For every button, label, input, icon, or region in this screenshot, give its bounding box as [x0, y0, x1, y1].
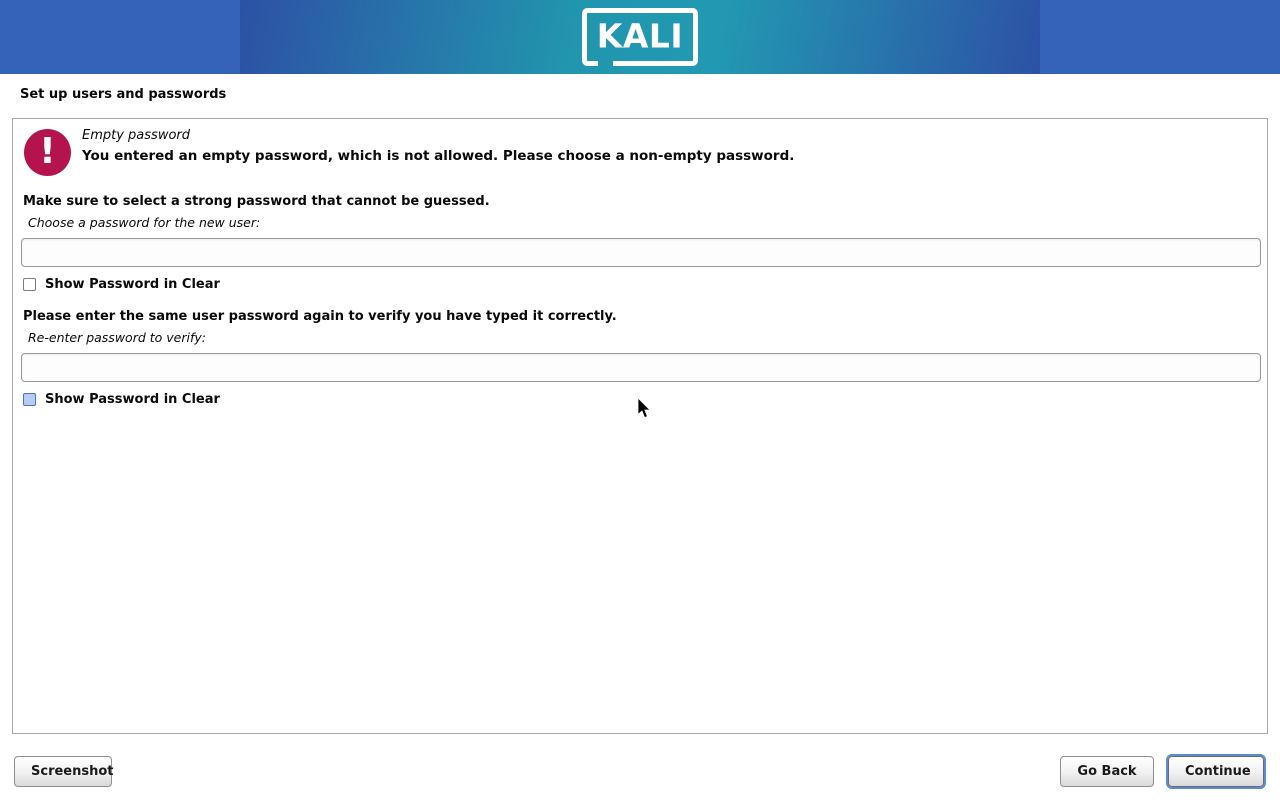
- banner-right-panel: [1040, 0, 1280, 74]
- show-password-row-2[interactable]: [23, 392, 220, 407]
- password-input[interactable]: [21, 238, 1261, 267]
- error-message: You entered an empty password, which is not allowed. Please choose a non-empty password.: [82, 148, 795, 164]
- verify-field-label: Re-enter password to verify:: [28, 330, 206, 345]
- content-box: [12, 118, 1268, 734]
- banner-gradient: [240, 0, 1040, 74]
- screenshot-button[interactable]: Screenshot: [14, 756, 112, 787]
- continue-button[interactable]: Continue: [1168, 756, 1264, 787]
- show-password-checkbox-1[interactable]: [23, 278, 36, 291]
- banner-left-panel: [0, 0, 240, 74]
- show-password-row-1[interactable]: [23, 277, 220, 292]
- top-banner: [0, 0, 1280, 74]
- password-field-label: Choose a password for the new user:: [28, 215, 261, 230]
- verify-password-input[interactable]: [21, 353, 1261, 382]
- exclamation-glyph: !: [39, 130, 56, 172]
- error-icon: [24, 129, 71, 176]
- show-password-checkbox-2[interactable]: [23, 393, 36, 406]
- verify-instruction: Please enter the same user password again to verify you have typed it correctly.: [23, 309, 617, 324]
- go-back-button[interactable]: Go Back: [1060, 756, 1154, 787]
- password-instruction: Make sure to select a strong password that cannot be guessed.: [23, 194, 490, 209]
- page-title: Set up users and passwords: [20, 87, 227, 102]
- kali-logo: [582, 8, 698, 66]
- show-password-label-1: Show Password in Clear: [45, 277, 220, 292]
- error-title: Empty password: [82, 128, 190, 143]
- show-password-label-2: Show Password in Clear: [45, 392, 220, 407]
- kali-logo-text: KALI: [596, 16, 684, 56]
